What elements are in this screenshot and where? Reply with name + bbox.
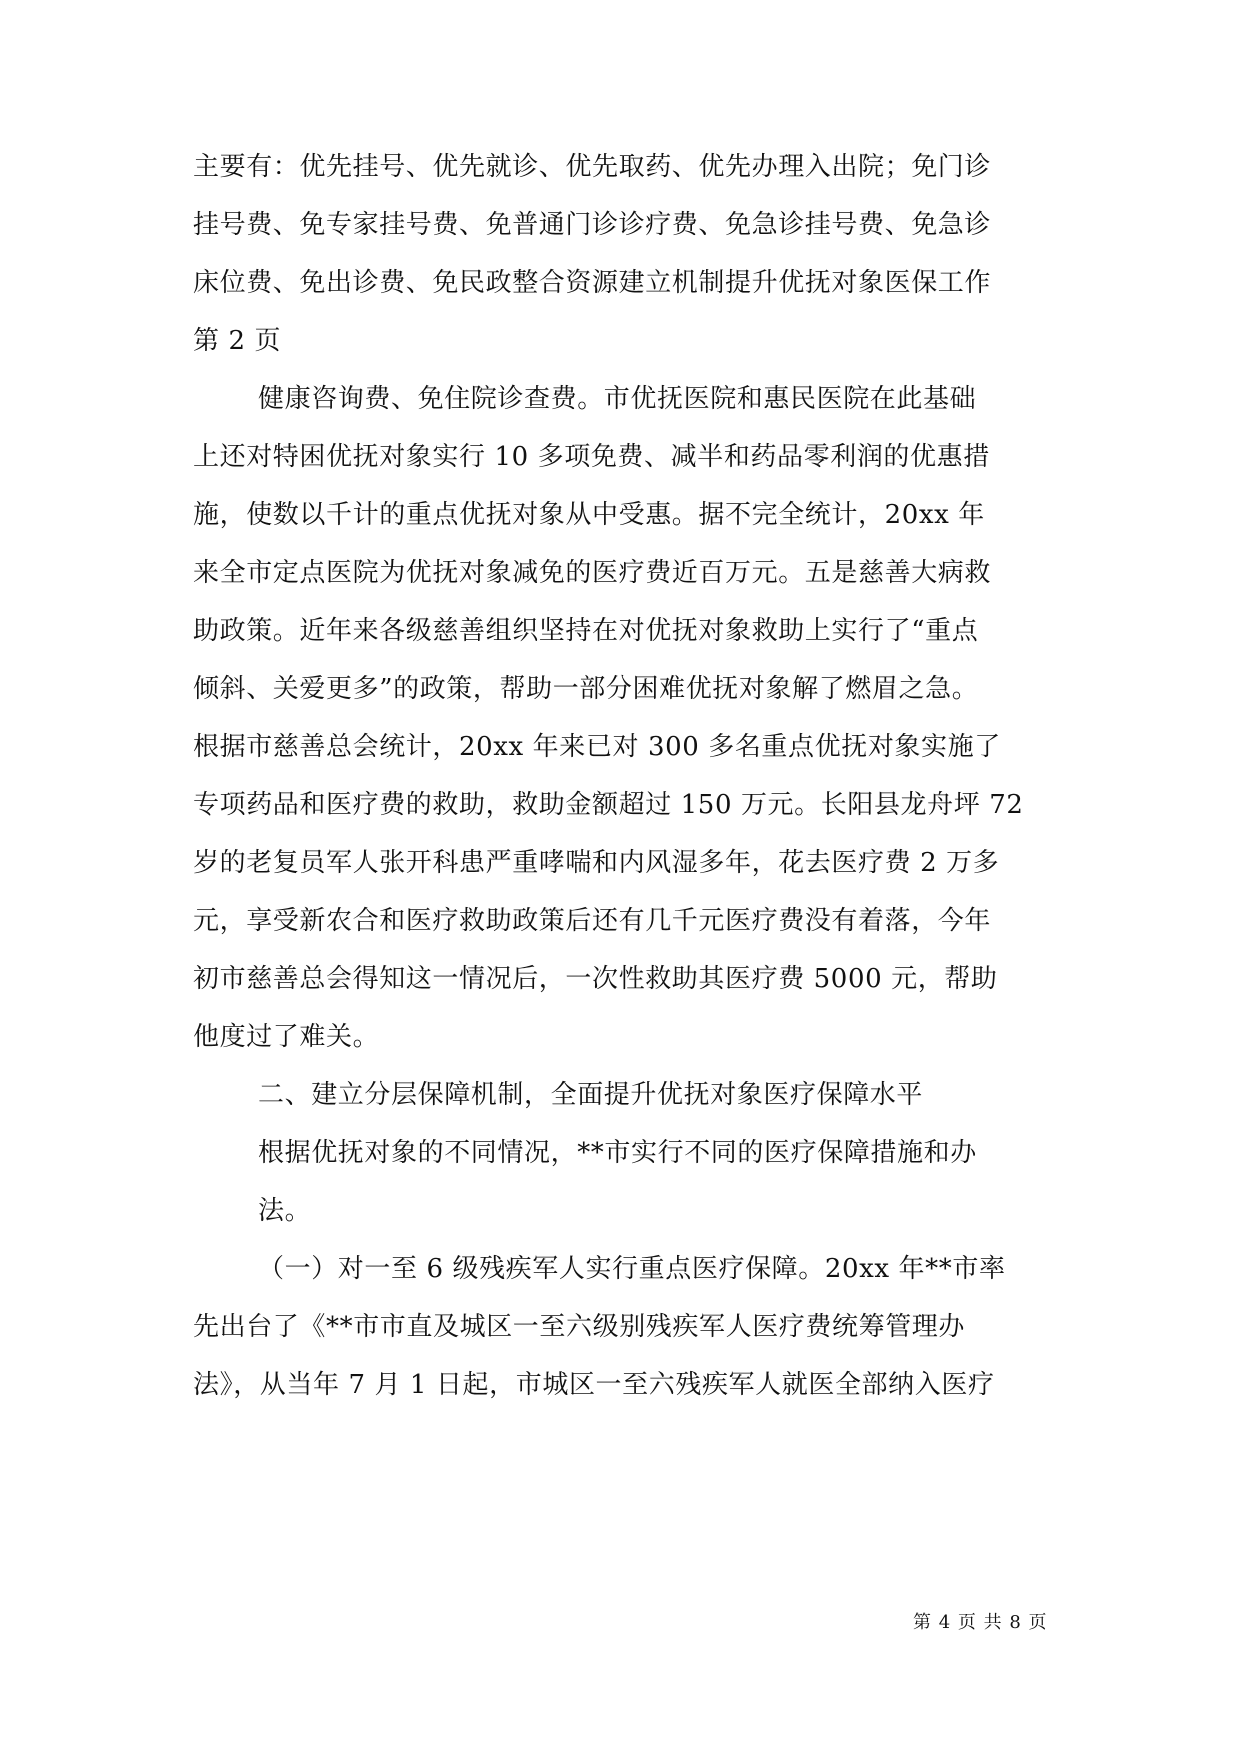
text-line: 主要有：优先挂号、优先就诊、优先取药、优先办理入出院；免门诊	[193, 152, 992, 182]
text-line: 专项药品和医疗费的救助，救助金额超过 150 万元。长阳县龙舟坪 72	[193, 790, 1024, 820]
text-line: 他度过了难关。	[193, 1022, 380, 1052]
text-line: 初市慈善总会得知这一情况后，一次性救助其医疗费 5000 元，帮助	[193, 964, 998, 994]
paragraph-start-line: 健康咨询费、免住院诊查费。市优抚医院和惠民医院在此基础	[258, 384, 977, 414]
subsection-line: （一）对一至 6 级残疾军人实行重点医疗保障。20xx 年**市率	[258, 1254, 1006, 1284]
text-line: 岁的老复员军人张开科患严重哮喘和内风湿多年，花去医疗费 2 万多	[193, 848, 1000, 878]
page-marker-line: 第 2 页	[193, 326, 282, 356]
text-line: 倾斜、关爱更多”的政策，帮助一部分困难优抚对象解了燃眉之急。	[193, 674, 979, 704]
text-line: 施，使数以千计的重点优抚对象从中受惠。据不完全统计，20xx 年	[193, 500, 985, 530]
text-line: 床位费、免出诊费、免民政整合资源建立机制提升优抚对象医保工作	[193, 268, 992, 298]
text-line: 法。	[258, 1196, 312, 1226]
text-line: 挂号费、免专家挂号费、免普通门诊诊疗费、免急诊挂号费、免急诊	[193, 210, 992, 240]
text-line: 法》，从当年 7 月 1 日起，市城区一至六残疾军人就医全部纳入医疗	[193, 1370, 995, 1400]
text-line: 上还对特困优抚对象实行 10 多项免费、减半和药品零利润的优惠措	[193, 442, 990, 472]
page-number-footer: 第 4 页 共 8 页	[913, 1612, 1048, 1633]
section-heading: 二、建立分层保障机制，全面提升优抚对象医疗保障水平	[258, 1080, 924, 1110]
text-line: 来全市定点医院为优抚对象减免的医疗费近百万元。五是慈善大病救	[193, 558, 992, 588]
text-line: 根据市慈善总会统计，20xx 年来已对 300 多名重点优抚对象实施了	[193, 732, 1001, 762]
text-line: 根据优抚对象的不同情况，**市实行不同的医疗保障措施和办	[258, 1138, 977, 1168]
text-line: 先出台了《**市市直及城区一至六级别残疾军人医疗费统筹管理办	[193, 1312, 966, 1342]
text-line: 元，享受新农合和医疗救助政策后还有几千元医疗费没有着落，今年	[193, 906, 992, 936]
text-line: 助政策。近年来各级慈善组织坚持在对优抚对象救助上实行了“重点	[193, 616, 979, 646]
